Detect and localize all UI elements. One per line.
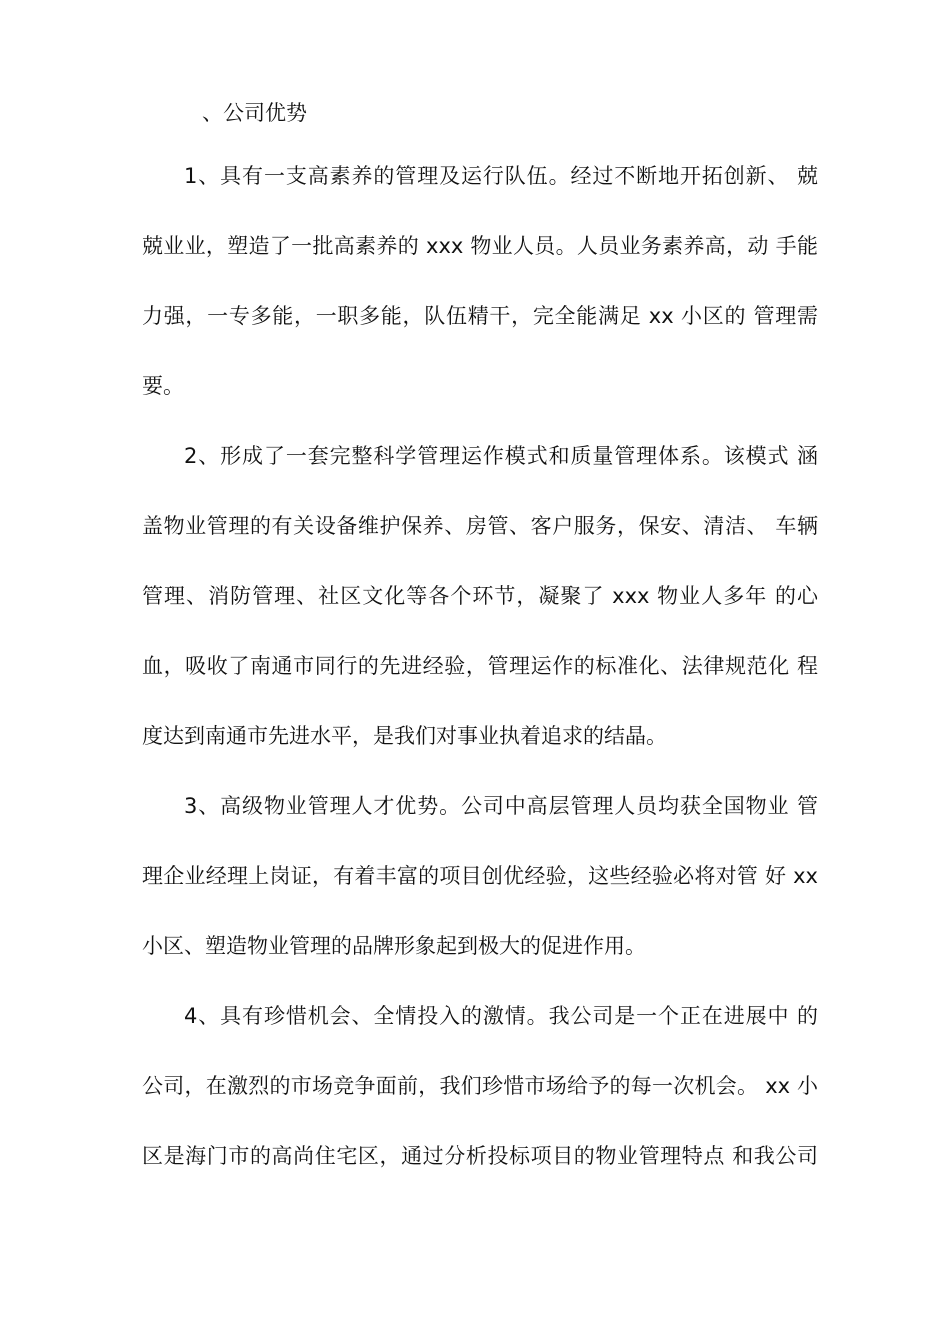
paragraph-line: 2、形成了一套完整科学管理运作模式和质量管理体系。该模式 涵 [184, 444, 818, 468]
paragraph-line: 血，吸收了南通市同行的先进经验，管理运作的标准化、法律规范化 程 [142, 654, 818, 678]
paragraph-line: 4、具有珍惜机会、全情投入的激情。我公司是一个正在进展中 的 [184, 1004, 818, 1028]
paragraph-4 [142, 1002, 818, 1212]
paragraph-line: 度达到南通市先进水平，是我们对事业执着追求的结晶。 [142, 724, 667, 748]
paragraph-line: 要。 [142, 374, 184, 398]
paragraph-line: 理企业经理上岗证，有着丰富的项目创优经验，这些经验必将对管 好 xx [142, 864, 818, 888]
paragraph-line: 小区、塑造物业管理的品牌形象起到极大的促进作用。 [142, 934, 646, 958]
paragraph-1 [142, 162, 818, 442]
paragraph-line: 兢业业，塑造了一批高素养的 xxx 物业人员。人员业务素养高，动 手能 [142, 234, 818, 258]
paragraph-2 [142, 442, 818, 792]
paragraph-line: 力强，一专多能，一职多能，队伍精干，完全能满足 xx 小区的 管理需 [142, 304, 818, 328]
paragraph-line: 盖物业管理的有关设备维护保养、房管、客户服务，保安、清洁、 车辆 [142, 514, 818, 538]
paragraph-line: 1、具有一支高素养的管理及运行队伍。经过不断地开拓创新、 兢 [184, 164, 818, 188]
paragraph-line: 3、高级物业管理人才优势。公司中高层管理人员均获全国物业 管 [184, 794, 818, 818]
section-heading: 、公司优势 [202, 101, 307, 125]
paragraph-line: 区是海门市的高尚住宅区，通过分析投标项目的物业管理特点 和我公司 [142, 1144, 818, 1168]
paragraph-line: 管理、消防管理、社区文化等各个环节，凝聚了 xxx 物业人多年 的心 [142, 584, 818, 608]
paragraph-line: 公司，在激烈的市场竞争面前，我们珍惜市场给予的每一次机会。 xx 小 [142, 1074, 818, 1098]
paragraph-3 [142, 792, 818, 1002]
